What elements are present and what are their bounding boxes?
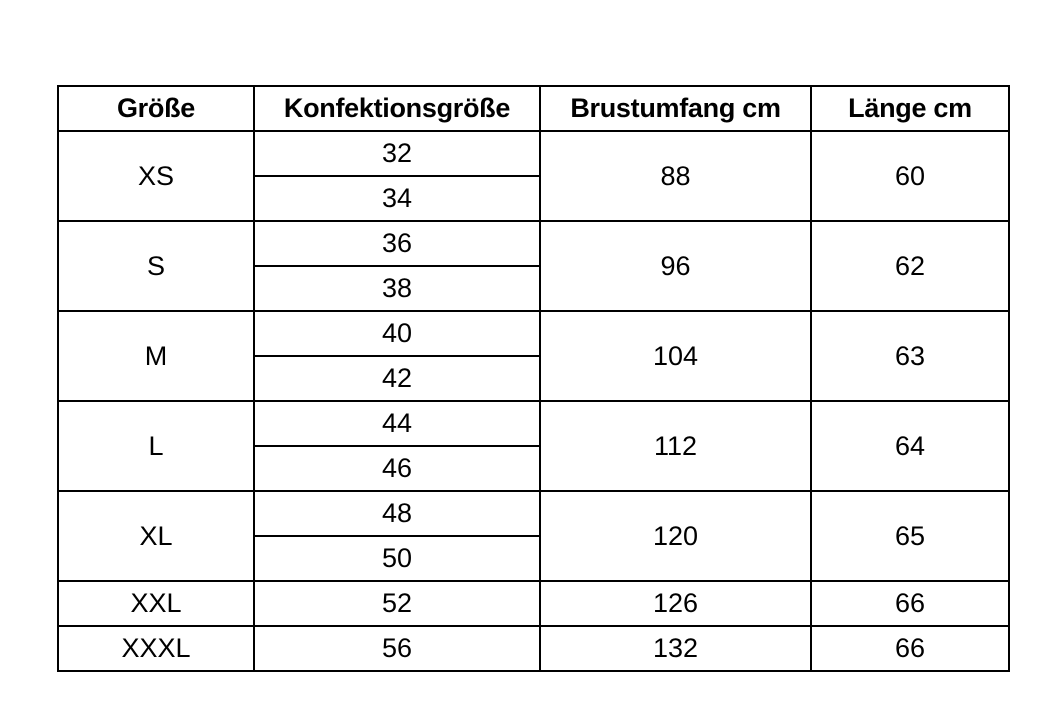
konfektion-cell: 48 (254, 491, 540, 536)
size-cell: S (58, 221, 254, 311)
header-konfektionsgroesse: Konfektionsgröße (254, 86, 540, 131)
konfektion-cell: 52 (254, 581, 540, 626)
brustumfang-cell: 96 (540, 221, 811, 311)
header-groesse: Größe (58, 86, 254, 131)
laenge-cell: 63 (811, 311, 1009, 401)
laenge-cell: 64 (811, 401, 1009, 491)
laenge-cell: 60 (811, 131, 1009, 221)
brustumfang-cell: 88 (540, 131, 811, 221)
konfektion-cell: 46 (254, 446, 540, 491)
size-cell: XL (58, 491, 254, 581)
table-row (58, 401, 1009, 446)
size-cell: XXL (58, 581, 254, 626)
konfektion-cell: 56 (254, 626, 540, 671)
header-laenge: Länge cm (811, 86, 1009, 131)
brustumfang-cell: 104 (540, 311, 811, 401)
konfektion-cell: 40 (254, 311, 540, 356)
brustumfang-cell: 132 (540, 626, 811, 671)
table-row (58, 221, 1009, 266)
table-row (58, 491, 1009, 536)
konfektion-cell: 38 (254, 266, 540, 311)
laenge-cell: 66 (811, 581, 1009, 626)
konfektion-cell: 42 (254, 356, 540, 401)
konfektion-cell: 34 (254, 176, 540, 221)
konfektion-cell: 50 (254, 536, 540, 581)
brustumfang-cell: 126 (540, 581, 811, 626)
brustumfang-cell: 120 (540, 491, 811, 581)
table-row (58, 131, 1009, 176)
brustumfang-cell: 112 (540, 401, 811, 491)
laenge-cell: 66 (811, 626, 1009, 671)
konfektion-cell: 44 (254, 401, 540, 446)
header-row (58, 86, 1009, 131)
size-cell: XS (58, 131, 254, 221)
header-brustumfang: Brustumfang cm (540, 86, 811, 131)
size-cell: XXXL (58, 626, 254, 671)
size-cell: L (58, 401, 254, 491)
size-cell: M (58, 311, 254, 401)
laenge-cell: 62 (811, 221, 1009, 311)
konfektion-cell: 36 (254, 221, 540, 266)
konfektion-cell: 32 (254, 131, 540, 176)
laenge-cell: 65 (811, 491, 1009, 581)
table-row (58, 581, 1009, 626)
table-row (58, 626, 1009, 671)
size-chart-table (57, 85, 1010, 672)
table-row (58, 311, 1009, 356)
